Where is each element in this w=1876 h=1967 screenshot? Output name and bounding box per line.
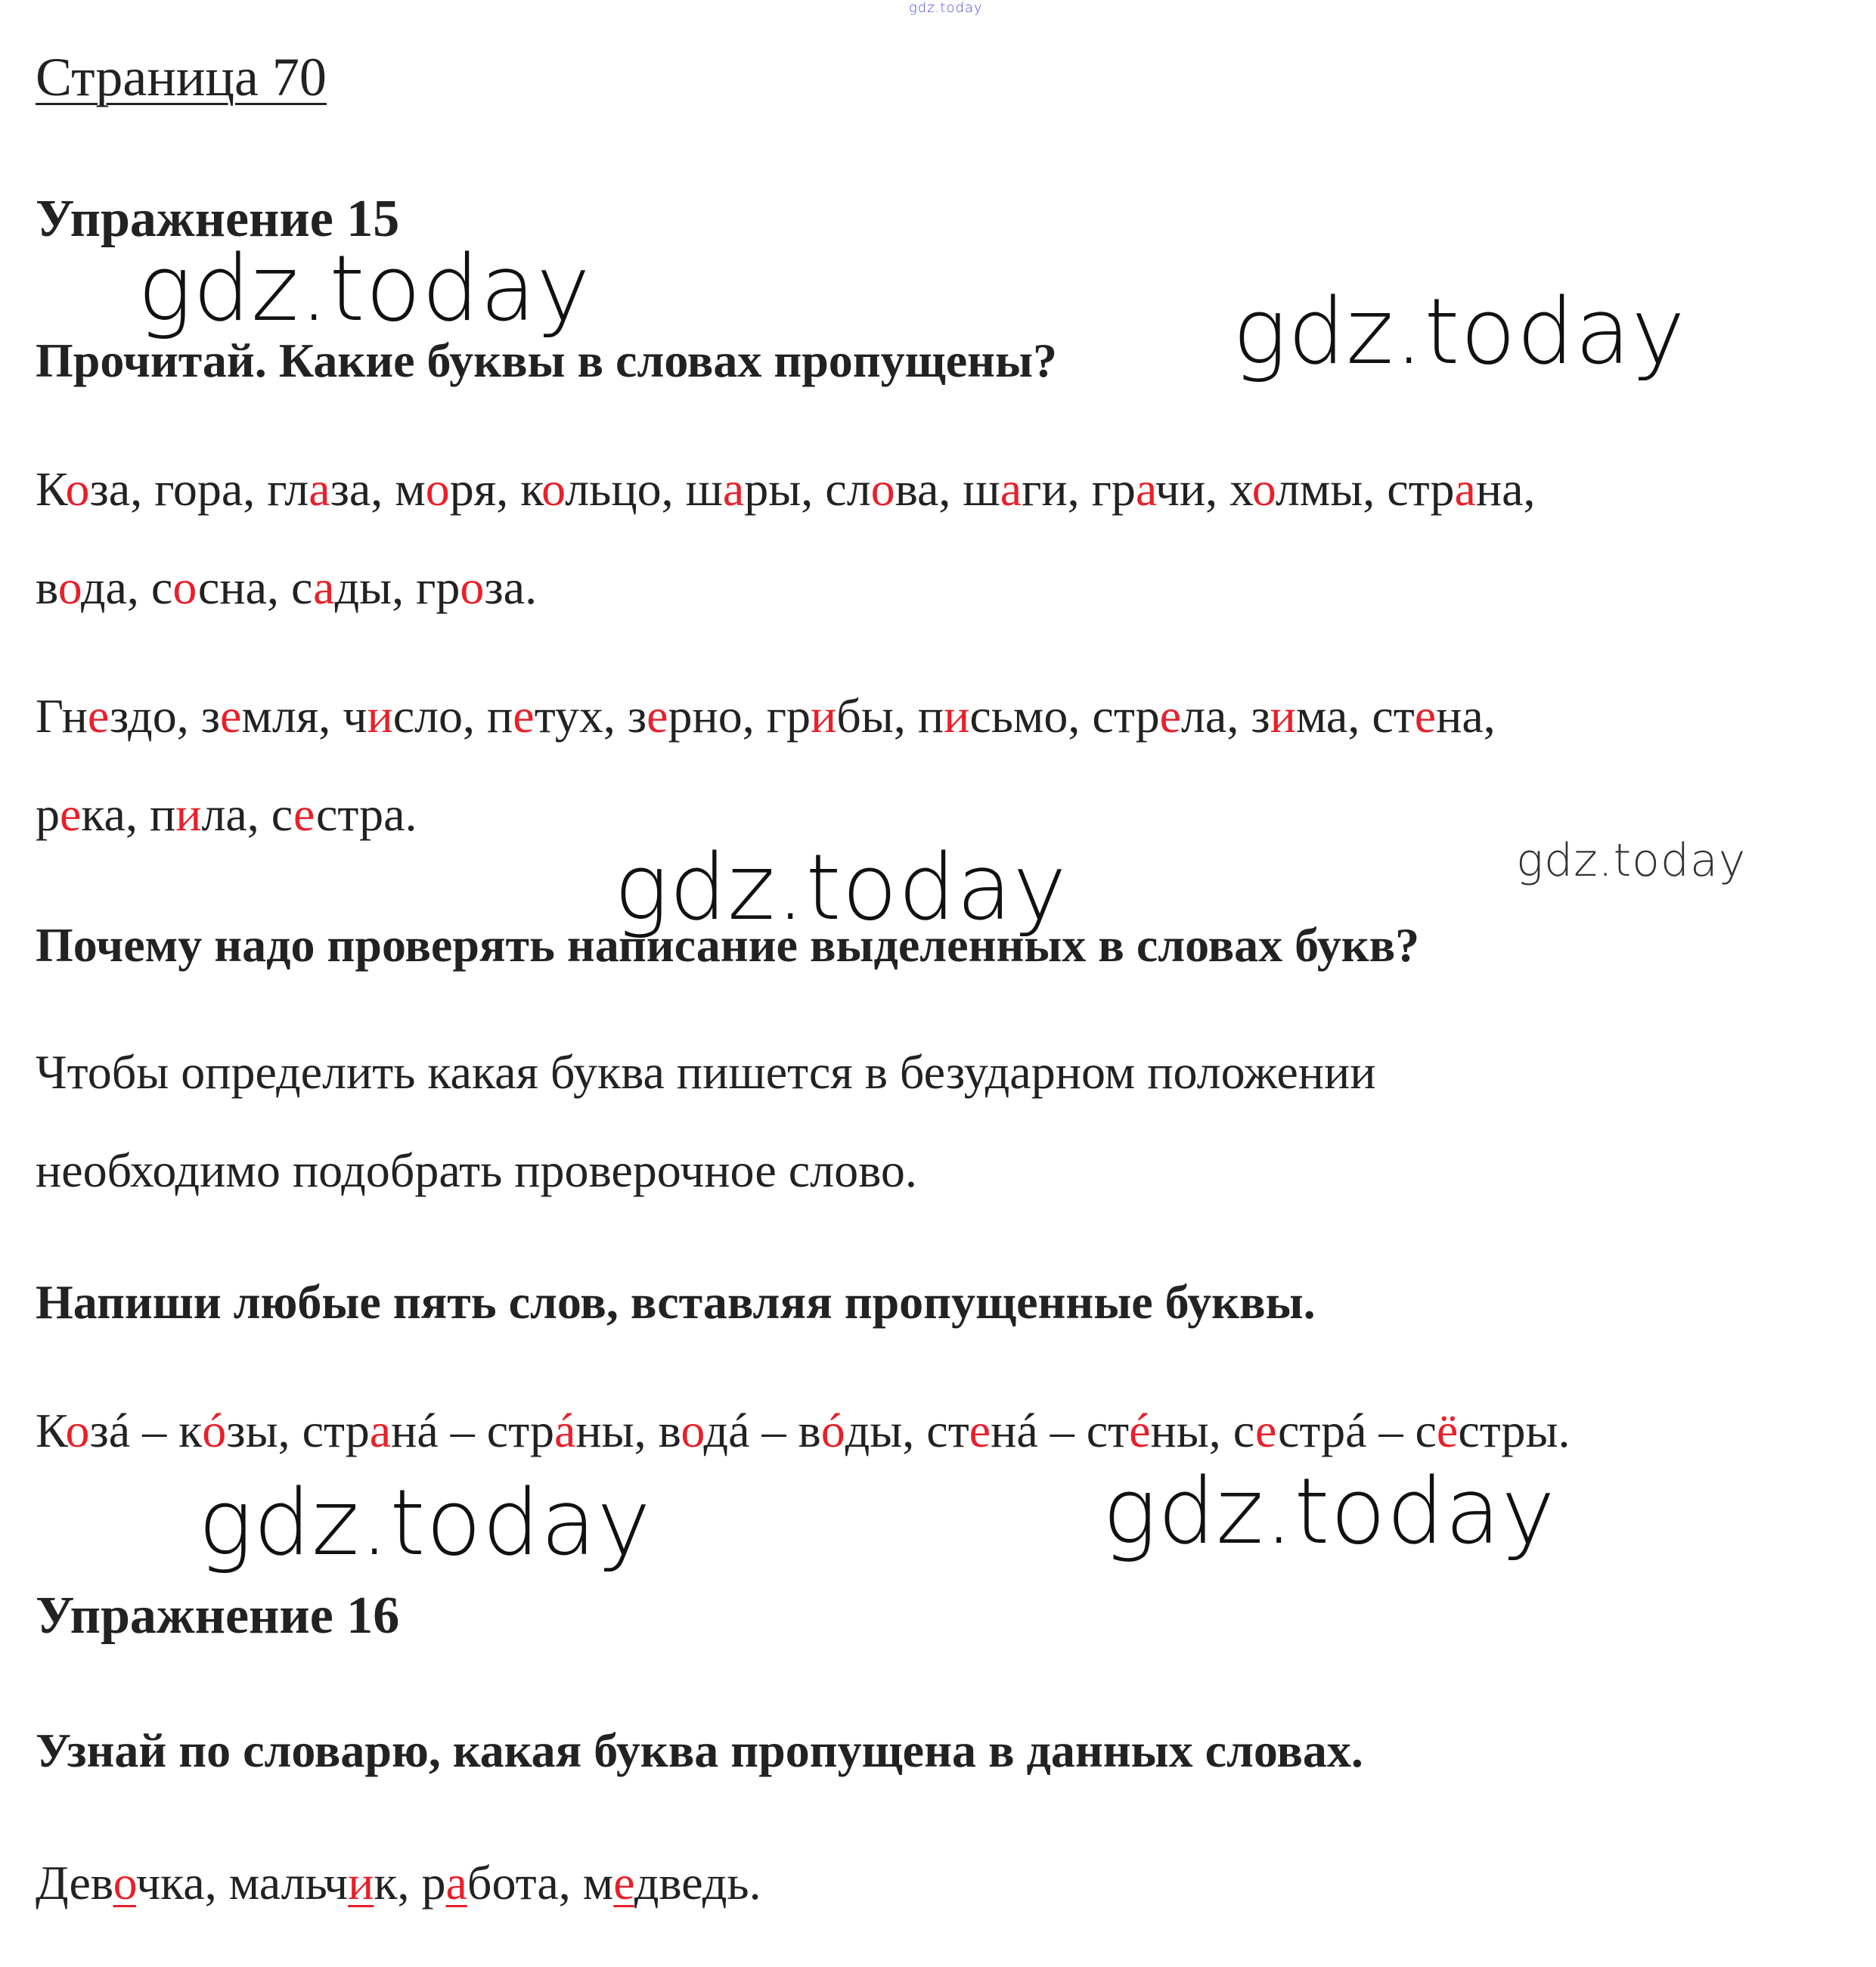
answer-line xyxy=(36,686,1496,746)
answer-line: Чтобы определить какая буква пишется в безударном положении xyxy=(36,1045,1376,1099)
exercise-15-task-3: Напиши любые пять слов, вставляя пропущенные буквы. xyxy=(36,1275,1316,1329)
text-segment: бота, м xyxy=(467,1856,614,1910)
text-segment: нá – ст xyxy=(991,1404,1130,1457)
text-segment: да, с xyxy=(80,560,173,614)
highlighted-letter: е xyxy=(1414,689,1437,743)
highlighted-letter: о xyxy=(65,462,90,516)
text-segment: ры, сл xyxy=(744,462,871,516)
text-segment: сна, с xyxy=(197,560,314,614)
text-segment: за. xyxy=(484,560,538,614)
watermark: gdz.today xyxy=(138,237,591,342)
highlighted-letter: е xyxy=(613,1856,634,1910)
answer-line xyxy=(36,784,417,845)
text-segment: ма, ст xyxy=(1295,689,1415,743)
text-segment: дведь. xyxy=(634,1856,761,1910)
highlighted-letter: о xyxy=(1251,462,1276,516)
watermark: gdz.today xyxy=(1102,1460,1556,1565)
text-segment: за, гора, гл xyxy=(89,462,309,516)
highlighted-letter: и xyxy=(811,689,837,743)
highlighted-letter: и xyxy=(367,689,393,743)
page-title: Страница 70 xyxy=(36,47,327,107)
text-segment: ла, з xyxy=(1180,689,1270,743)
highlighted-letter: ó xyxy=(202,1404,227,1457)
highlighted-letter: о xyxy=(172,560,198,614)
text-segment: сьмо, стр xyxy=(969,689,1160,743)
text-segment: Гн xyxy=(36,689,88,743)
highlighted-letter: а xyxy=(369,1404,392,1457)
highlighted-letter: а xyxy=(1135,462,1155,516)
highlighted-letter: е xyxy=(60,787,82,841)
highlighted-letter: и xyxy=(175,787,202,841)
highlighted-letter: е xyxy=(293,787,316,841)
exercise-16-title: Упражнение 16 xyxy=(36,1587,400,1645)
highlighted-letter: е xyxy=(969,1404,991,1457)
text-segment: дá – в xyxy=(703,1404,821,1457)
text-segment: чка, мальч xyxy=(135,1856,349,1910)
text-segment: стрá – с xyxy=(1277,1404,1437,1457)
text-segment: здо, з xyxy=(110,689,220,743)
text-segment: сло, п xyxy=(392,689,513,743)
text-segment: ды, гр xyxy=(334,560,460,614)
text-segment: чи, х xyxy=(1155,462,1252,516)
highlighted-letter: а xyxy=(313,560,335,614)
watermark: gdz.today xyxy=(1233,280,1686,385)
highlighted-letter: е xyxy=(647,689,668,743)
text-segment: ны, в xyxy=(575,1404,681,1457)
text-segment: бы, п xyxy=(836,689,944,743)
highlighted-letter: е xyxy=(513,689,535,743)
highlighted-letter: о xyxy=(425,462,450,516)
text-segment: ка, п xyxy=(81,787,176,841)
answer-line: необходимо подобрать проверочное слово. xyxy=(36,1143,917,1197)
highlighted-letter: é xyxy=(1129,1404,1151,1457)
text-segment: К xyxy=(36,462,66,516)
text-segment: ва, ш xyxy=(895,462,1000,516)
text-segment: Дев xyxy=(36,1856,113,1910)
highlighted-letter: и xyxy=(348,1856,374,1910)
text-segment: лмы, стр xyxy=(1275,462,1455,516)
highlighted-letter: о xyxy=(57,560,81,614)
highlighted-letter: и xyxy=(1270,689,1296,743)
exercise-15-title: Упражнение 15 xyxy=(36,190,400,248)
highlighted-letter: о xyxy=(113,1856,136,1910)
text-segment: стры. xyxy=(1458,1404,1571,1457)
answer-line xyxy=(36,1853,761,1913)
highlighted-letter: á xyxy=(553,1404,576,1457)
highlighted-letter: а xyxy=(1454,462,1476,516)
answer-line xyxy=(36,459,1536,520)
watermark: gdz.today xyxy=(614,836,1068,941)
highlighted-letter: е xyxy=(1254,1404,1278,1457)
highlighted-letter: а xyxy=(1000,462,1022,516)
header-watermark: gdz.today xyxy=(909,0,983,16)
highlighted-letter: о xyxy=(681,1404,704,1457)
highlighted-letter: а xyxy=(309,462,330,516)
text-segment: ги, гр xyxy=(1022,462,1136,516)
highlighted-letter: ó xyxy=(820,1404,845,1457)
highlighted-letter: о xyxy=(65,1404,90,1457)
text-segment: тух, з xyxy=(534,689,647,743)
text-segment: зá – к xyxy=(89,1404,203,1457)
text-segment: ла, с xyxy=(201,787,293,841)
text-segment: нá – стр xyxy=(391,1404,554,1457)
text-segment: на, xyxy=(1475,462,1536,516)
text-segment: р xyxy=(36,787,60,841)
text-segment: ря, к xyxy=(449,462,542,516)
text-segment: за, м xyxy=(330,462,426,516)
watermark: gdz.today xyxy=(198,1471,652,1576)
highlighted-letter: и xyxy=(944,689,970,743)
text-segment: ны, с xyxy=(1150,1404,1255,1457)
text-segment: К xyxy=(36,1404,66,1457)
highlighted-letter: о xyxy=(870,462,895,516)
highlighted-letter: е xyxy=(87,689,110,743)
answer-line xyxy=(36,1401,1570,1461)
text-segment: ды, ст xyxy=(845,1404,969,1457)
highlighted-letter: а xyxy=(445,1856,467,1910)
text-segment: стра. xyxy=(315,787,417,841)
text-segment: мля, ч xyxy=(241,689,367,743)
text-segment: зы, стр xyxy=(226,1404,370,1457)
highlighted-letter: е xyxy=(219,689,242,743)
exercise-15-task-1: Прочитай. Какие буквы в словах пропущены? xyxy=(36,334,1057,387)
text-segment: к, р xyxy=(374,1856,446,1910)
exercise-16-task-1: Узнай по словарю, какая буква пропущена в данных словах. xyxy=(36,1723,1363,1777)
text-segment: на, xyxy=(1436,689,1496,743)
highlighted-letter: ё xyxy=(1436,1404,1459,1457)
exercise-15-task-2: Почему надо проверять написание выделенных в словах букв? xyxy=(36,918,1420,972)
text-segment: льцо, ш xyxy=(565,462,723,516)
highlighted-letter: е xyxy=(1159,689,1181,743)
text-segment: рно, гр xyxy=(668,689,811,743)
answer-line xyxy=(36,557,537,618)
highlighted-letter: а xyxy=(722,462,745,516)
text-segment: в xyxy=(36,560,58,614)
highlighted-letter: о xyxy=(541,462,566,516)
highlighted-letter: о xyxy=(460,560,485,614)
watermark: gdz.today xyxy=(1516,834,1747,887)
